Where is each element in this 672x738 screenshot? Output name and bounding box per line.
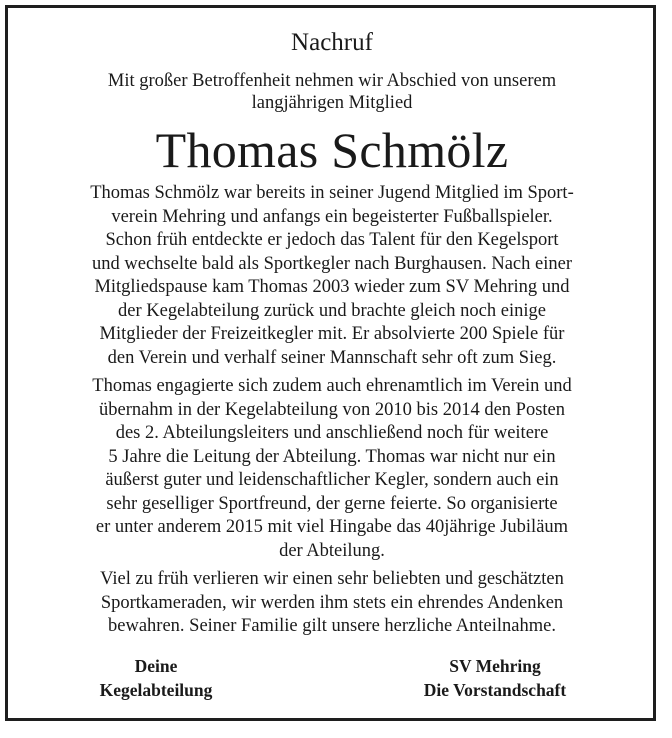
paragraph-condolence (28, 568, 636, 639)
intro-text (28, 70, 636, 114)
text-line: Thomas engagierte sich zudem auch ehrenamtlich im Verein und (92, 376, 572, 396)
signature-line: Kegelabteilung (99, 680, 213, 700)
signature-line: SV Mehring (449, 656, 541, 676)
text-line: Thomas Schmölz war bereits in seiner Jugend Mitglied im Sport- (90, 183, 574, 203)
text-line: des 2. Abteilungsleiters und anschließend noch für weitere (115, 423, 549, 443)
text-line: der Abteilung. (279, 540, 385, 561)
text-line: Mitgliedspause kam Thomas 2003 wieder zum SV Mehring und (94, 277, 570, 297)
signature-sv-mehring (400, 654, 590, 702)
signature-kegelabteilung (86, 654, 226, 702)
text-line: Viel zu früh verlieren wir einen sehr beliebten und geschätzten (100, 569, 564, 589)
intro-line: langjährigen Mitglied (251, 93, 413, 113)
text-line: übernahm in der Kegelabteilung von 2010 bis 2014 den Posten (98, 399, 565, 420)
text-line: er unter anderem 2015 mit viel Hingabe das 40jährige Jubiläum (95, 517, 569, 537)
paragraph-volunteering (28, 375, 636, 563)
text-line: verein Mehring und anfangs ein begeisterter Fußballspieler. (111, 206, 553, 227)
text-line: der Kegelabteilung zurück und brachte gleich noch einige (118, 300, 546, 321)
text-line: bewahren. Seiner Familie gilt unsere herzliche Anteilnahme. (108, 616, 556, 636)
paragraph-biography (28, 182, 636, 370)
signature-line: Deine (134, 656, 178, 676)
deceased-name: Thomas Schmölz (155, 122, 509, 178)
text-line: Schon früh entdeckte er jedoch das Talent für den Kegelsport (105, 230, 559, 250)
text-line: 5 Jahre die Leitung der Abteilung. Thomas war nicht nur ein (108, 446, 556, 467)
text-line: und wechselte bald als Sportkegler nach Burghausen. Nach einer (92, 253, 572, 274)
obituary-notice (28, 28, 636, 639)
signature-block (28, 654, 636, 702)
notice-heading: Nachruf (291, 29, 373, 56)
text-line: Sportkameraden, wir werden ihm stets ein ehrendes Andenken (100, 592, 564, 613)
text-line: Mitglieder der Freizeitkegler mit. Er absolvierte 200 Spiele für (99, 324, 565, 344)
text-line: den Verein und verhalf seiner Mannschaft sehr oft zum Sieg. (107, 347, 557, 368)
intro-line: Mit großer Betroffenheit nehmen wir Abschied von unserem (107, 71, 557, 91)
text-line: äußerst guter und leidenschaftlicher Kegler, sondern auch ein (105, 470, 559, 490)
text-line: sehr geselliger Sportfreund, der gerne feierte. So organisierte (106, 493, 558, 514)
signature-line: Die Vorstandschaft (423, 680, 567, 700)
